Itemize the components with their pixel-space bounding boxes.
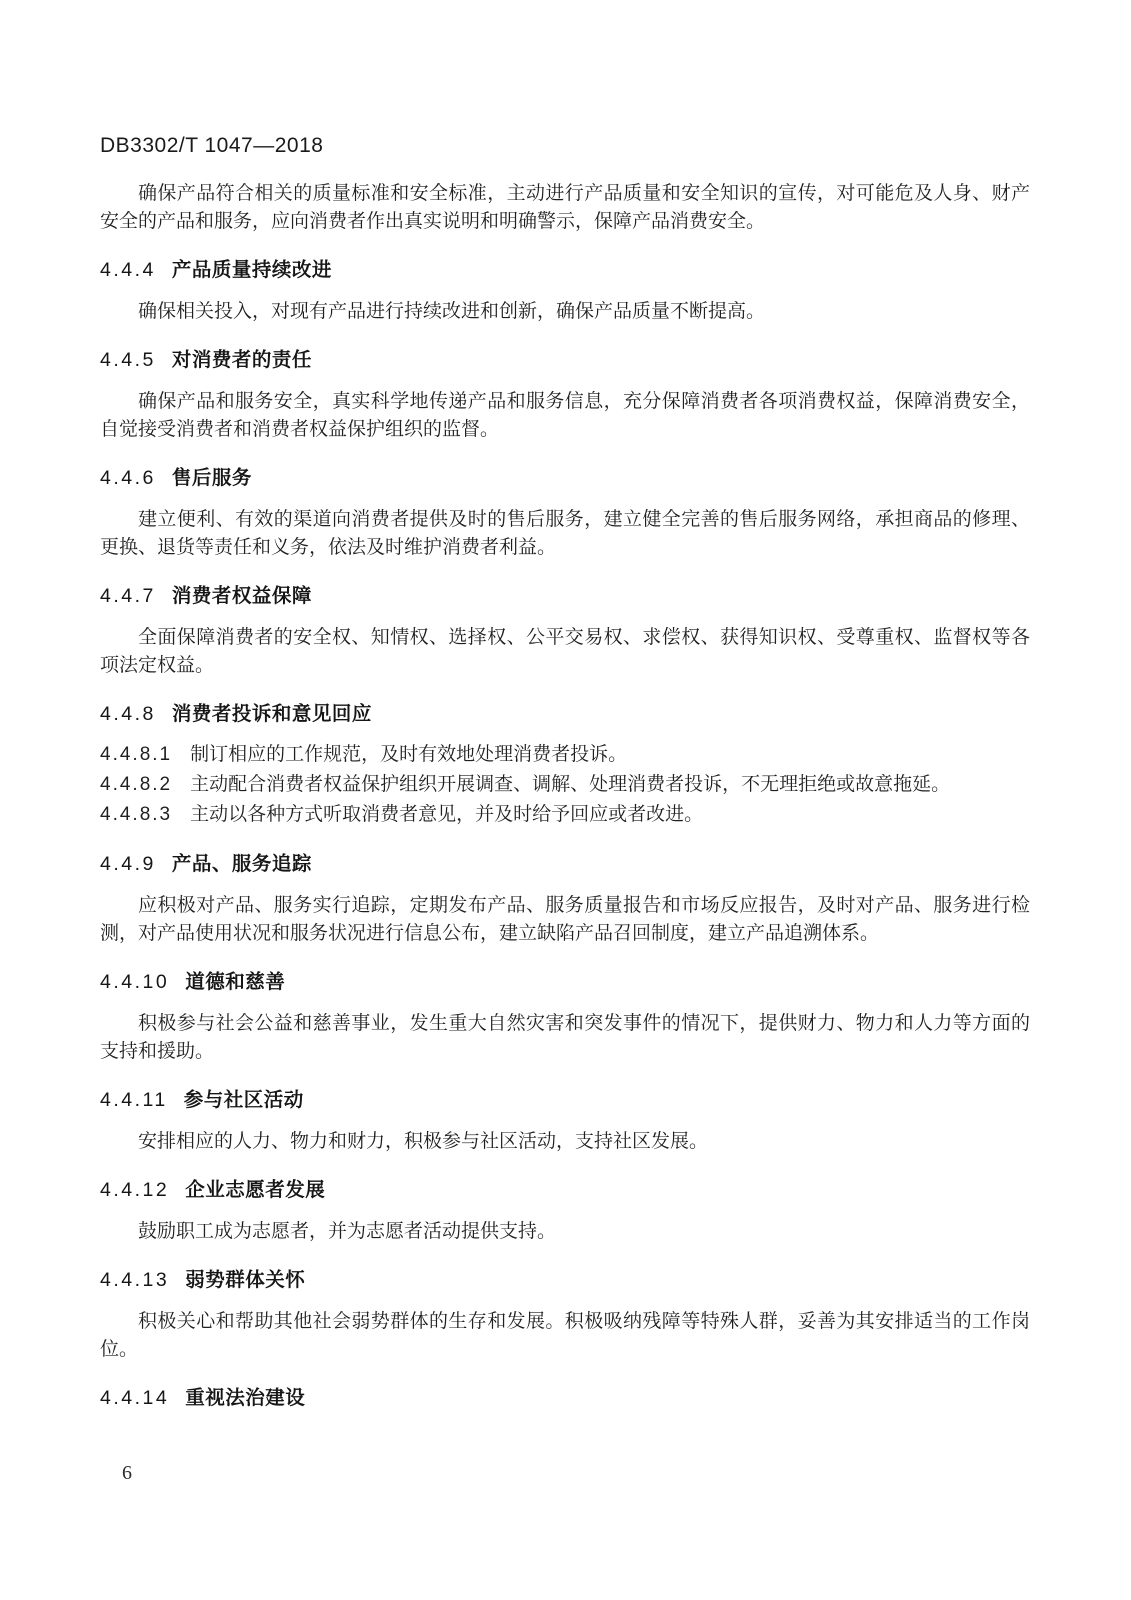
subclause-text: 主动以各种方式听取消费者意见，并及时给予回应或者改进。 (190, 804, 704, 825)
clause-number: 4.4.6 (100, 467, 156, 489)
body-paragraph: 积极参与社会公益和慈善事业，发生重大自然灾害和突发事件的情况下，提供财力、物力和人力等方面的支持和援助。 (100, 1013, 1030, 1062)
clause-heading-4.4.9 (100, 850, 1030, 878)
clause-heading-4.4.8 (100, 700, 1030, 728)
clause-number: 4.4.4 (100, 259, 156, 281)
clause-title: 对消费者的责任 (171, 349, 312, 371)
clause-heading-4.4.6 (100, 464, 1030, 492)
body-paragraph: 应积极对产品、服务实行追踪，定期发布产品、服务质量报告和市场反应报告，及时对产品、服务进行检测，对产品使用状况和服务状况进行信息公布，建立缺陷产品召回制度，建立产品追溯体系。 (100, 895, 1030, 944)
body-paragraph: 积极关心和帮助其他社会弱势群体的生存和发展。积极吸纳残障等特殊人群，妥善为其安排适当的工作岗位。 (100, 1311, 1030, 1360)
body-paragraph: 确保相关投入，对现有产品进行持续改进和创新，确保产品质量不断提高。 (138, 301, 766, 322)
clause-number: 4.4.5 (100, 349, 156, 371)
clause-number: 4.4.10 (100, 971, 170, 993)
clause-heading-4.4.11 (100, 1086, 1030, 1114)
clause-title: 消费者投诉和意见回应 (171, 703, 372, 725)
body-paragraph: 确保产品符合相关的质量标准和安全标准，主动进行产品质量和安全知识的宣传，对可能危及人身、财产安全的产品和服务，应向消费者作出真实说明和明确警示，保障产品消费安全。 (100, 183, 1030, 232)
clause-heading-4.4.7 (100, 582, 1030, 610)
numbered-clause-4.4.8.2 (100, 770, 1030, 800)
clause-heading-4.4.4 (100, 256, 1030, 284)
clause-title: 消费者权益保障 (171, 585, 312, 607)
body-paragraph: 建立便利、有效的渠道向消费者提供及时的售后服务，建立健全完善的售后服务网络，承担商品的修理、更换、退货等责任和义务，依法及时维护消费者利益。 (100, 509, 1030, 558)
clause-number: 4.4.7 (100, 585, 156, 607)
clause-number: 4.4.13 (100, 1269, 170, 1291)
clause-title: 企业志愿者发展 (185, 1179, 326, 1201)
standard-number-header: DB3302/T 1047—2018 (100, 134, 324, 157)
subclause-number: 4.4.8.3 (100, 804, 173, 825)
clause-number: 4.4.9 (100, 853, 156, 875)
clause-title: 售后服务 (171, 467, 252, 489)
clause-title: 弱势群体关怀 (185, 1269, 306, 1291)
subclause-number: 4.4.8.2 (100, 774, 173, 795)
clause-title: 产品质量持续改进 (171, 259, 332, 281)
clause-heading-4.4.13 (100, 1266, 1030, 1294)
clause-heading-4.4.10 (100, 968, 1030, 996)
clause-number: 4.4.11 (100, 1089, 168, 1111)
body-paragraph: 确保产品和服务安全，真实科学地传递产品和服务信息，充分保障消费者各项消费权益，保障消费安全，自觉接受消费者和消费者权益保护组织的监督。 (100, 391, 1030, 440)
body-paragraph: 鼓励职工成为志愿者，并为志愿者活动提供支持。 (138, 1221, 557, 1242)
document-body (100, 133, 1030, 1424)
numbered-clause-4.4.8.1 (100, 740, 1030, 770)
body-paragraph: 安排相应的人力、物力和财力，积极参与社区活动，支持社区发展。 (138, 1131, 709, 1152)
body-paragraph: 全面保障消费者的安全权、知情权、选择权、公平交易权、求偿权、获得知识权、受尊重权、监督权等各项法定权益。 (100, 627, 1030, 676)
clause-number: 4.4.14 (100, 1387, 170, 1409)
subclause-number: 4.4.8.1 (100, 744, 173, 765)
clause-title: 产品、服务追踪 (171, 853, 312, 875)
clause-number: 4.4.12 (100, 1179, 170, 1201)
numbered-clause-4.4.8.3 (100, 800, 1030, 830)
clause-number: 4.4.8 (100, 703, 156, 725)
clause-heading-4.4.12 (100, 1176, 1030, 1204)
clause-title: 参与社区活动 (183, 1089, 304, 1111)
subclause-text: 主动配合消费者权益保护组织开展调查、调解、处理消费者投诉，不无理拒绝或故意拖延。 (190, 774, 951, 795)
subclause-text: 制订相应的工作规范，及时有效地处理消费者投诉。 (190, 744, 628, 765)
page-number: 6 (122, 1462, 132, 1484)
clause-heading-4.4.5 (100, 346, 1030, 374)
clause-title: 重视法治建设 (185, 1387, 306, 1409)
clause-heading-4.4.14 (100, 1384, 1030, 1412)
clause-title: 道德和慈善 (185, 971, 286, 993)
